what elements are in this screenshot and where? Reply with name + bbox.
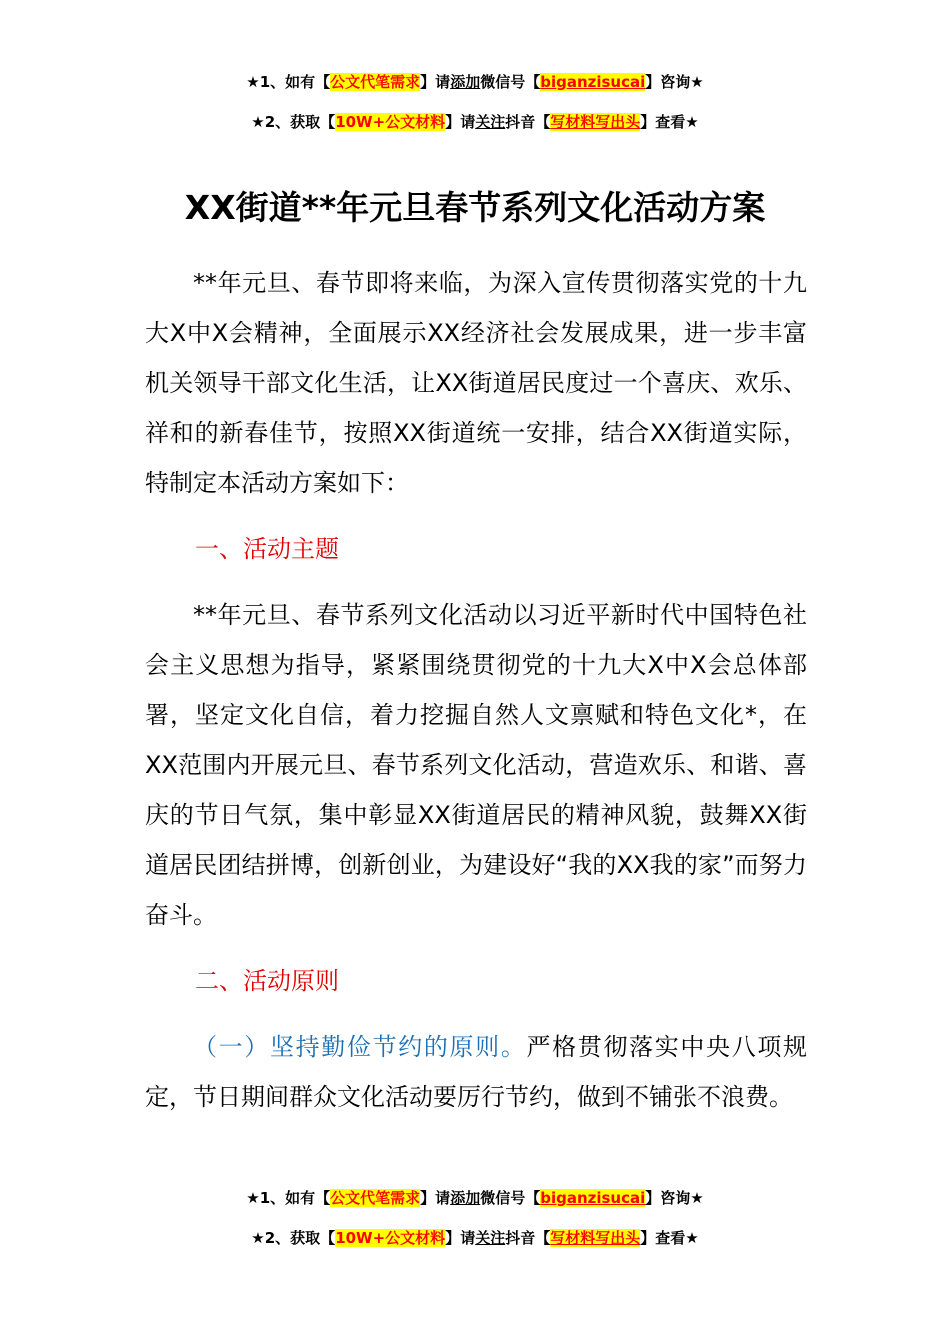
principle-paragraph-1: （一）坚持勤俭节约的原则。严格贯彻落实中央八项规定，节日期间群众文化活动要厉行节约，做到不铺张不浪费。 (145, 1033, 808, 1111)
document-body (145, 258, 807, 1122)
promo-line-1-top: ★1、如有【公文代笔需求】请添加微信号【biganzisucai】咨询★ (246, 73, 704, 91)
highlight-service: 公文代笔需求 (330, 73, 421, 91)
promo-line-2-top: ★2、获取【10W+公文材料】请关注抖音【写材料写出头】查看★ (251, 113, 699, 131)
section-heading-theme: 一、活动主题 (195, 535, 339, 563)
document-title: XX街道**年元旦春节系列文化活动方案 (184, 188, 766, 227)
section-body-theme: **年元旦、春节系列文化活动以习近平新时代中国特色社会主义思想为指导，紧紧围绕贯彻党的十九大X中X会总体部署，坚定文化自信，着力挖掘自然人文禀赋和特色文化*，在XX范围内开展元旦、春节系列文化活动，营造欢乐、和谐、喜庆的节日气氛，集中彰显XX街道居民的精神风貌，鼓舞XX街道居民团结拼博，创新创业，为建设好“我的XX我的家”而努力奋斗。 (145, 601, 807, 929)
douyin-id: 写材料写出头 (550, 113, 641, 131)
principle-subheading-1: （一）坚持勤俭节约的原则。 (193, 1033, 527, 1061)
promo-line-2-bottom: ★2、获取【10W+公文材料】请关注抖音【写材料写出头】查看★ (251, 1229, 699, 1247)
highlight-materials: 10W+公文材料 (335, 113, 446, 131)
promo-line-1-bottom: ★1、如有【公文代笔需求】请添加微信号【biganzisucai】咨询★ (246, 1189, 704, 1207)
section-heading-principles: 二、活动原则 (195, 967, 339, 995)
wechat-id: biganzisucai (540, 73, 646, 91)
intro-paragraph: **年元旦、春节即将来临，为深入宣传贯彻落实党的十九大X中X会精神，全面展示XX经济社会发展成果，进一步丰富机关领导干部文化生活，让XX街道居民度过一个喜庆、欢乐、祥和的新春佳节，按照XX街道统一安排，结合XX街道实际，特制定本活动方案如下： (145, 269, 807, 497)
